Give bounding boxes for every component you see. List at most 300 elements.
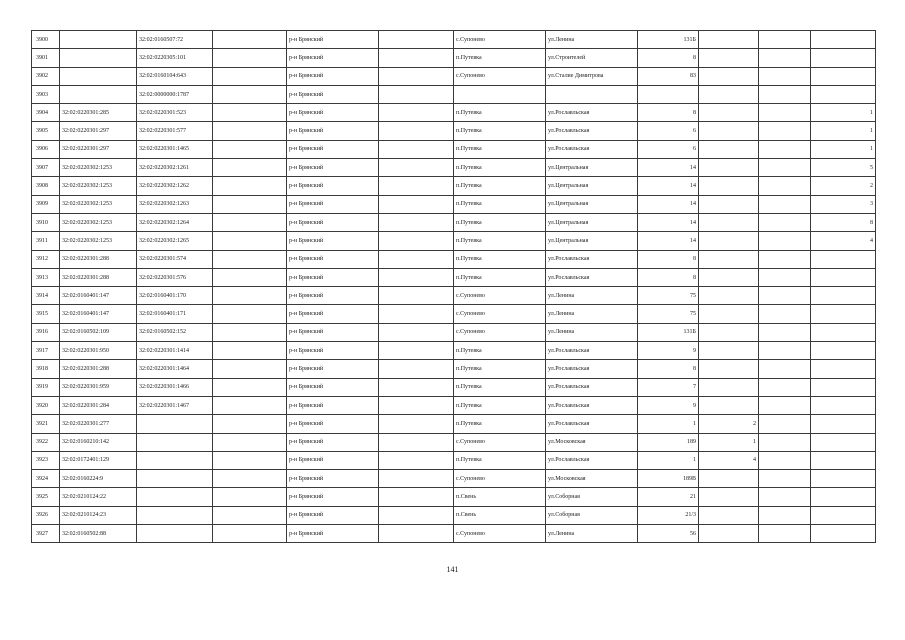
table-row	[32, 268, 876, 286]
blank-cell	[213, 378, 287, 396]
table-row	[32, 31, 876, 49]
table-row	[32, 342, 876, 360]
house-number-cell: 8	[638, 104, 699, 122]
table-row	[32, 506, 876, 524]
house-number-cell: 1	[638, 415, 699, 433]
blank-cell	[213, 67, 287, 85]
table-row	[32, 415, 876, 433]
row-number-cell: 3909	[32, 195, 60, 213]
apartment-cell	[811, 268, 876, 286]
building-number-cell: 32:02:0160104:643	[137, 67, 213, 85]
blank-cell	[213, 506, 287, 524]
parcel-number-cell: 32:02:0220301:297	[60, 122, 137, 140]
settlement-cell: с.Супонево	[454, 470, 546, 488]
building-number-cell	[137, 451, 213, 469]
blank-cell	[759, 525, 811, 543]
blank-cell	[379, 470, 454, 488]
district-cell: р-н Брянский	[287, 525, 379, 543]
settlement-cell: п.Путевка	[454, 140, 546, 158]
blank-cell	[759, 323, 811, 341]
building-cell	[699, 323, 759, 341]
parcel-number-cell	[60, 67, 137, 85]
building-cell: 1	[699, 433, 759, 451]
house-number-cell: 1	[638, 451, 699, 469]
table-row	[32, 232, 876, 250]
district-cell: р-н Брянский	[287, 360, 379, 378]
blank-cell	[213, 31, 287, 49]
building-cell	[699, 488, 759, 506]
street-cell: ул.Рославльская	[546, 104, 638, 122]
house-number-cell	[638, 85, 699, 103]
street-cell: ул.Центральная	[546, 159, 638, 177]
parcel-number-cell: 32:02:0220301:297	[60, 140, 137, 158]
blank-cell	[213, 470, 287, 488]
building-number-cell: 32:02:0160401:170	[137, 287, 213, 305]
house-number-cell: 8	[638, 49, 699, 67]
settlement-cell: п.Путевка	[454, 122, 546, 140]
street-cell: ул.Рославльская	[546, 268, 638, 286]
house-number-cell: 21	[638, 488, 699, 506]
building-cell	[699, 525, 759, 543]
settlement-cell: п.Путевка	[454, 378, 546, 396]
blank-cell	[759, 213, 811, 231]
settlement-cell: п.Путевка	[454, 232, 546, 250]
apartment-cell	[811, 85, 876, 103]
registry-table	[31, 30, 876, 543]
house-number-cell: 6	[638, 140, 699, 158]
table-row	[32, 323, 876, 341]
blank-cell	[759, 451, 811, 469]
apartment-cell	[811, 506, 876, 524]
building-cell	[699, 396, 759, 414]
parcel-number-cell: 32:02:0220302:1253	[60, 177, 137, 195]
table-row	[32, 213, 876, 231]
house-number-cell: 189	[638, 433, 699, 451]
blank-cell	[379, 323, 454, 341]
district-cell: р-н Брянский	[287, 433, 379, 451]
apartment-cell: 4	[811, 232, 876, 250]
blank-cell	[759, 195, 811, 213]
street-cell: ул.Ленина	[546, 31, 638, 49]
building-cell	[699, 360, 759, 378]
blank-cell	[379, 506, 454, 524]
building-number-cell: 32:02:0220301:1467	[137, 396, 213, 414]
settlement-cell: с.Супонево	[454, 323, 546, 341]
district-cell: р-н Брянский	[287, 451, 379, 469]
apartment-cell	[811, 287, 876, 305]
page-number: 141	[446, 565, 459, 574]
blank-cell	[213, 268, 287, 286]
row-number-cell: 3915	[32, 305, 60, 323]
blank-cell	[213, 287, 287, 305]
blank-cell	[379, 31, 454, 49]
blank-cell	[759, 396, 811, 414]
blank-cell	[379, 49, 454, 67]
row-number-cell: 3924	[32, 470, 60, 488]
blank-cell	[759, 85, 811, 103]
house-number-cell: 9	[638, 342, 699, 360]
apartment-cell	[811, 378, 876, 396]
building-number-cell: 32:02:0220302:1265	[137, 232, 213, 250]
settlement-cell: п.Путевка	[454, 104, 546, 122]
settlement-cell: с.Супонево	[454, 287, 546, 305]
house-number-cell: 75	[638, 305, 699, 323]
street-cell: ул.Ленина	[546, 305, 638, 323]
building-cell	[699, 378, 759, 396]
blank-cell	[213, 85, 287, 103]
blank-cell	[213, 250, 287, 268]
house-number-cell: 8	[638, 250, 699, 268]
blank-cell	[379, 232, 454, 250]
apartment-cell: 1	[811, 140, 876, 158]
apartment-cell	[811, 415, 876, 433]
building-cell	[699, 250, 759, 268]
street-cell: ул.Рославльская	[546, 378, 638, 396]
blank-cell	[759, 104, 811, 122]
blank-cell	[379, 122, 454, 140]
row-number-cell: 3917	[32, 342, 60, 360]
settlement-cell: с.Супонево	[454, 525, 546, 543]
house-number-cell: 14	[638, 232, 699, 250]
district-cell: р-н Брянский	[287, 305, 379, 323]
street-cell: ул.Ленина	[546, 323, 638, 341]
building-number-cell: 32:02:0160401:171	[137, 305, 213, 323]
street-cell: ул.Рославльская	[546, 360, 638, 378]
table-row	[32, 287, 876, 305]
table-row	[32, 378, 876, 396]
table-row	[32, 122, 876, 140]
building-cell	[699, 85, 759, 103]
blank-cell	[379, 451, 454, 469]
table-row	[32, 140, 876, 158]
district-cell: р-н Брянский	[287, 378, 379, 396]
street-cell: ул.Сталие Димитрова	[546, 67, 638, 85]
blank-cell	[213, 451, 287, 469]
parcel-number-cell: 32:02:0160401:147	[60, 287, 137, 305]
street-cell: ул.Центральная	[546, 232, 638, 250]
house-number-cell: 8	[638, 360, 699, 378]
table-row	[32, 250, 876, 268]
blank-cell	[379, 360, 454, 378]
parcel-number-cell: 32:02:0160210:142	[60, 433, 137, 451]
row-number-cell: 3922	[32, 433, 60, 451]
blank-cell	[379, 305, 454, 323]
district-cell: р-н Брянский	[287, 159, 379, 177]
apartment-cell	[811, 49, 876, 67]
settlement-cell: п.Путевка	[454, 360, 546, 378]
building-number-cell: 32:02:0220302:1263	[137, 195, 213, 213]
building-cell	[699, 213, 759, 231]
building-number-cell: 32:02:0160507:72	[137, 31, 213, 49]
street-cell: ул.Соборная	[546, 488, 638, 506]
parcel-number-cell: 32:02:0210124:22	[60, 488, 137, 506]
building-cell	[699, 104, 759, 122]
district-cell: р-н Брянский	[287, 488, 379, 506]
district-cell: р-н Брянский	[287, 122, 379, 140]
settlement-cell: п.Путевка	[454, 177, 546, 195]
building-number-cell: 32:02:0000000:1787	[137, 85, 213, 103]
parcel-number-cell	[60, 31, 137, 49]
building-number-cell: 32:02:0220301:1414	[137, 342, 213, 360]
district-cell: р-н Брянский	[287, 31, 379, 49]
table-row	[32, 159, 876, 177]
building-cell	[699, 506, 759, 524]
settlement-cell: п.Путевка	[454, 213, 546, 231]
building-cell	[699, 305, 759, 323]
building-number-cell	[137, 470, 213, 488]
row-number-cell: 3918	[32, 360, 60, 378]
blank-cell	[213, 195, 287, 213]
settlement-cell	[454, 85, 546, 103]
street-cell: ул.Центральная	[546, 195, 638, 213]
building-number-cell: 32:02:0220302:1262	[137, 177, 213, 195]
parcel-number-cell: 32:02:0220302:1253	[60, 195, 137, 213]
parcel-number-cell	[60, 85, 137, 103]
district-cell: р-н Брянский	[287, 415, 379, 433]
district-cell: р-н Брянский	[287, 195, 379, 213]
building-number-cell: 32:02:0220302:1264	[137, 213, 213, 231]
building-cell	[699, 470, 759, 488]
district-cell: р-н Брянский	[287, 396, 379, 414]
district-cell: р-н Брянский	[287, 323, 379, 341]
blank-cell	[213, 415, 287, 433]
building-number-cell: 32:02:0220302:1261	[137, 159, 213, 177]
house-number-cell: 131Б	[638, 31, 699, 49]
building-number-cell: 32:02:0220301:574	[137, 250, 213, 268]
apartment-cell: 1	[811, 104, 876, 122]
parcel-number-cell: 32:02:0220302:1253	[60, 159, 137, 177]
settlement-cell: п.Путевка	[454, 396, 546, 414]
blank-cell	[213, 159, 287, 177]
building-number-cell	[137, 506, 213, 524]
parcel-number-cell: 32:02:0220301:277	[60, 415, 137, 433]
building-cell	[699, 177, 759, 195]
row-number-cell: 3919	[32, 378, 60, 396]
parcel-number-cell: 32:02:0160502:109	[60, 323, 137, 341]
settlement-cell: п.Путевка	[454, 49, 546, 67]
building-number-cell: 32:02:0220301:1464	[137, 360, 213, 378]
row-number-cell: 3911	[32, 232, 60, 250]
settlement-cell: с.Супонево	[454, 305, 546, 323]
blank-cell	[379, 433, 454, 451]
apartment-cell	[811, 470, 876, 488]
district-cell: р-н Брянский	[287, 67, 379, 85]
district-cell: р-н Брянский	[287, 342, 379, 360]
blank-cell	[213, 104, 287, 122]
house-number-cell: 14	[638, 195, 699, 213]
building-cell	[699, 159, 759, 177]
row-number-cell: 3910	[32, 213, 60, 231]
blank-cell	[759, 250, 811, 268]
house-number-cell: 8	[638, 268, 699, 286]
building-cell	[699, 122, 759, 140]
blank-cell	[213, 213, 287, 231]
blank-cell	[759, 140, 811, 158]
blank-cell	[759, 287, 811, 305]
table-row	[32, 396, 876, 414]
table-row	[32, 177, 876, 195]
settlement-cell: с.Супонево	[454, 433, 546, 451]
district-cell: р-н Брянский	[287, 232, 379, 250]
apartment-cell	[811, 360, 876, 378]
settlement-cell: п.Свень	[454, 506, 546, 524]
row-number-cell: 3921	[32, 415, 60, 433]
row-number-cell: 3900	[32, 31, 60, 49]
house-number-cell: 83	[638, 67, 699, 85]
blank-cell	[213, 122, 287, 140]
building-number-cell	[137, 433, 213, 451]
district-cell: р-н Брянский	[287, 250, 379, 268]
row-number-cell: 3914	[32, 287, 60, 305]
blank-cell	[379, 85, 454, 103]
blank-cell	[759, 232, 811, 250]
house-number-cell: 7	[638, 378, 699, 396]
table-row	[32, 488, 876, 506]
row-number-cell: 3923	[32, 451, 60, 469]
parcel-number-cell: 32:02:0220301:288	[60, 360, 137, 378]
parcel-number-cell: 32:02:0172401:129	[60, 451, 137, 469]
blank-cell	[379, 342, 454, 360]
blank-cell	[759, 378, 811, 396]
building-cell	[699, 31, 759, 49]
settlement-cell: п.Путевка	[454, 268, 546, 286]
row-number-cell: 3903	[32, 85, 60, 103]
row-number-cell: 3905	[32, 122, 60, 140]
settlement-cell: с.Супонево	[454, 67, 546, 85]
blank-cell	[759, 159, 811, 177]
apartment-cell: 8	[811, 213, 876, 231]
blank-cell	[379, 213, 454, 231]
district-cell: р-н Брянский	[287, 287, 379, 305]
apartment-cell	[811, 525, 876, 543]
blank-cell	[759, 67, 811, 85]
house-number-cell: 189В	[638, 470, 699, 488]
building-number-cell: 32:02:0220301:576	[137, 268, 213, 286]
row-number-cell: 3901	[32, 49, 60, 67]
row-number-cell: 3926	[32, 506, 60, 524]
district-cell: р-н Брянский	[287, 140, 379, 158]
table-row	[32, 360, 876, 378]
blank-cell	[759, 49, 811, 67]
blank-cell	[213, 232, 287, 250]
building-cell	[699, 195, 759, 213]
apartment-cell	[811, 451, 876, 469]
building-cell	[699, 268, 759, 286]
blank-cell	[379, 488, 454, 506]
blank-cell	[759, 488, 811, 506]
parcel-number-cell: 32:02:0220302:1253	[60, 213, 137, 231]
parcel-number-cell: 32:02:0220302:1253	[60, 232, 137, 250]
street-cell: ул.Московская	[546, 470, 638, 488]
blank-cell	[379, 67, 454, 85]
blank-cell	[379, 268, 454, 286]
blank-cell	[213, 433, 287, 451]
blank-cell	[759, 360, 811, 378]
apartment-cell: 3	[811, 195, 876, 213]
building-cell	[699, 67, 759, 85]
building-number-cell: 32:02:0220301:523	[137, 104, 213, 122]
blank-cell	[759, 506, 811, 524]
parcel-number-cell: 32:02:0220301:959	[60, 378, 137, 396]
blank-cell	[213, 177, 287, 195]
street-cell: ул.Рославльская	[546, 250, 638, 268]
table-row	[32, 433, 876, 451]
building-cell	[699, 140, 759, 158]
building-number-cell: 32:02:0220301:1466	[137, 378, 213, 396]
settlement-cell: п.Путевка	[454, 195, 546, 213]
apartment-cell	[811, 396, 876, 414]
street-cell: ул.Ленина	[546, 287, 638, 305]
house-number-cell: 14	[638, 213, 699, 231]
street-cell: ул.Рославльская	[546, 415, 638, 433]
building-cell	[699, 287, 759, 305]
blank-cell	[379, 525, 454, 543]
parcel-number-cell: 32:02:0220301:284	[60, 396, 137, 414]
apartment-cell	[811, 488, 876, 506]
row-number-cell: 3906	[32, 140, 60, 158]
parcel-number-cell: 32:02:0220301:285	[60, 104, 137, 122]
district-cell: р-н Брянский	[287, 506, 379, 524]
table-row	[32, 470, 876, 488]
settlement-cell: п.Путевка	[454, 250, 546, 268]
house-number-cell: 131Б	[638, 323, 699, 341]
street-cell	[546, 85, 638, 103]
blank-cell	[379, 415, 454, 433]
district-cell: р-н Брянский	[287, 470, 379, 488]
blank-cell	[213, 49, 287, 67]
street-cell: ул.Рославльская	[546, 342, 638, 360]
parcel-number-cell: 32:02:0160401:147	[60, 305, 137, 323]
blank-cell	[759, 433, 811, 451]
building-cell: 2	[699, 415, 759, 433]
blank-cell	[379, 378, 454, 396]
building-cell	[699, 342, 759, 360]
building-number-cell	[137, 525, 213, 543]
blank-cell	[379, 250, 454, 268]
blank-cell	[213, 140, 287, 158]
blank-cell	[759, 415, 811, 433]
table-row	[32, 195, 876, 213]
blank-cell	[379, 177, 454, 195]
blank-cell	[379, 140, 454, 158]
blank-cell	[213, 488, 287, 506]
blank-cell	[379, 104, 454, 122]
parcel-number-cell: 32:02:0160224:9	[60, 470, 137, 488]
street-cell: ул.Рославльская	[546, 396, 638, 414]
apartment-cell: 2	[811, 177, 876, 195]
blank-cell	[379, 396, 454, 414]
blank-cell	[213, 305, 287, 323]
blank-cell	[759, 342, 811, 360]
building-number-cell: 32:02:0160502:152	[137, 323, 213, 341]
house-number-cell: 6	[638, 122, 699, 140]
row-number-cell: 3908	[32, 177, 60, 195]
apartment-cell	[811, 433, 876, 451]
street-cell: ул.Ленина	[546, 525, 638, 543]
house-number-cell: 9	[638, 396, 699, 414]
blank-cell	[213, 342, 287, 360]
apartment-cell	[811, 31, 876, 49]
district-cell: р-н Брянский	[287, 213, 379, 231]
blank-cell	[213, 323, 287, 341]
blank-cell	[759, 470, 811, 488]
district-cell: р-н Брянский	[287, 268, 379, 286]
blank-cell	[759, 177, 811, 195]
building-number-cell	[137, 415, 213, 433]
building-cell: 4	[699, 451, 759, 469]
parcel-number-cell: 32:02:0220301:288	[60, 250, 137, 268]
building-number-cell: 32:02:0220305:101	[137, 49, 213, 67]
